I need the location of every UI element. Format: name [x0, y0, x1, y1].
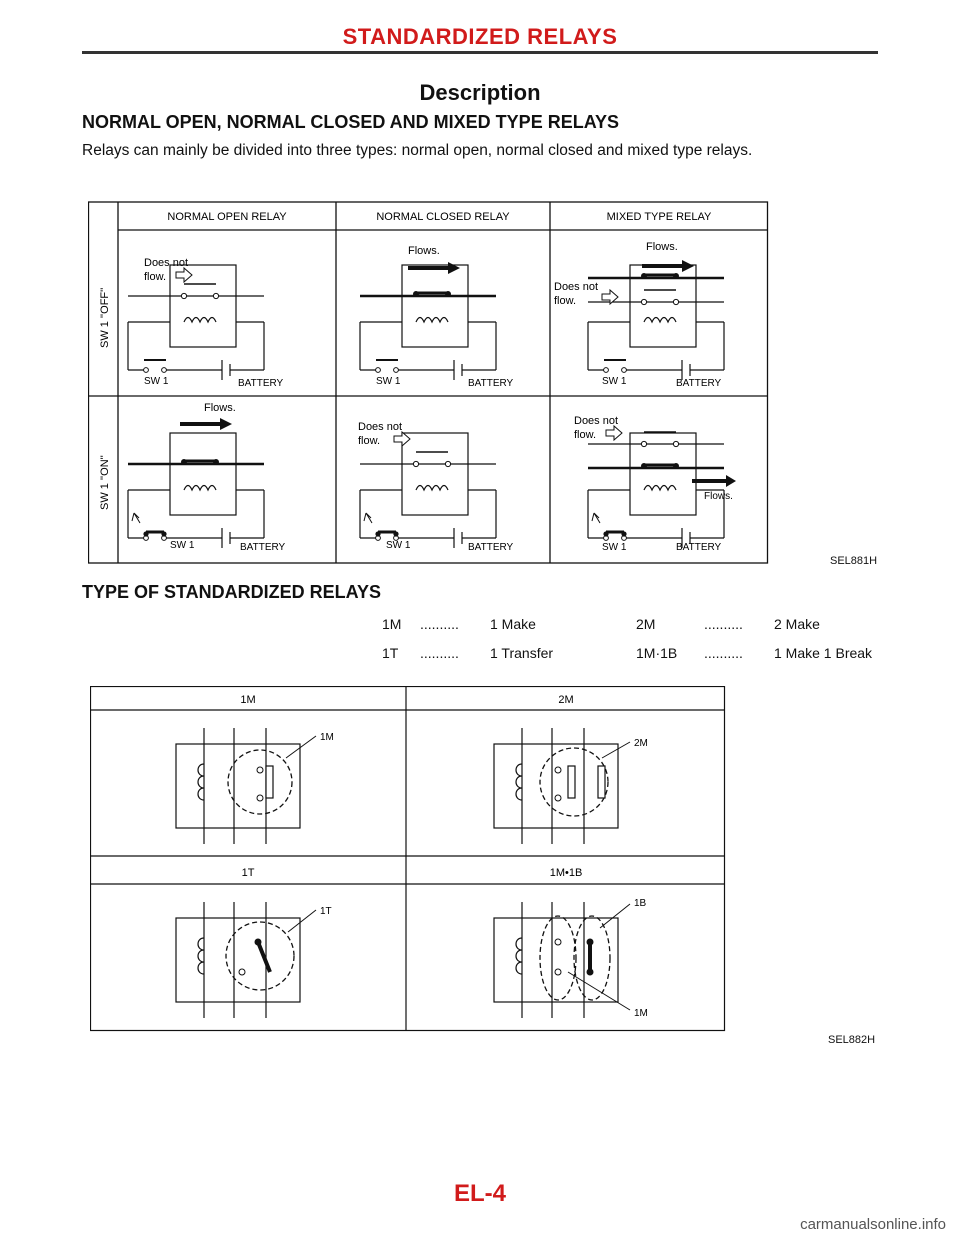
cell-1m1b: 1M•1B: [549, 867, 583, 879]
type-dots: ..........: [420, 616, 459, 632]
r2c1-flows: Flows.: [204, 402, 236, 414]
type-code: 1T: [382, 645, 399, 661]
type-code: 1M: [382, 616, 402, 632]
col-normal-open: NORMAL OPEN RELAY: [167, 211, 287, 223]
row-sw-off: SW 1 ''OFF'': [99, 287, 111, 348]
header-rule: [82, 51, 878, 54]
r1c2-battery: BATTERY: [468, 378, 514, 389]
type-desc: 1 Make 1 Break: [774, 645, 873, 661]
callout-1b: 1B: [634, 898, 647, 909]
figure1-code: SEL881H: [830, 555, 878, 567]
cell-2m: 2M: [558, 694, 574, 706]
callout-1m-b: 1M: [634, 1008, 648, 1019]
section2-heading: TYPE OF STANDARDIZED RELAYS: [82, 582, 382, 602]
r2c3-sw: SW 1: [602, 542, 627, 553]
r1c2-flows: Flows.: [408, 245, 440, 257]
r2c3-flows: Flows.: [704, 491, 733, 502]
r2c3-flow: flow.: [574, 429, 597, 441]
type-dots: ..........: [420, 645, 459, 661]
col-normal-closed: NORMAL CLOSED RELAY: [376, 211, 510, 223]
r2c1-sw: SW 1: [170, 540, 195, 551]
type-dots: ..........: [704, 645, 743, 661]
r1c3-flow: flow.: [554, 295, 577, 307]
type-code: 2M: [636, 616, 656, 632]
header-title: STANDARDIZED RELAYS: [342, 24, 618, 49]
r1c3-sw: SW 1: [602, 376, 627, 387]
r2c3-battery: BATTERY: [676, 542, 722, 553]
section1-heading: NORMAL OPEN, NORMAL CLOSED AND MIXED TYPE RELAYS: [82, 112, 620, 132]
description-title: Description: [419, 80, 541, 105]
r2c2-does-not: Does not: [358, 421, 403, 433]
figure2-code: SEL882H: [828, 1034, 876, 1046]
section1-text: Relays can mainly be divided into three types: normal open, normal closed and mixed type relays.: [82, 142, 753, 159]
r1c1-flow: flow.: [144, 271, 167, 283]
type-code: 1M·1B: [636, 645, 678, 661]
callout-1m: 1M: [320, 732, 334, 743]
row-sw-on: SW 1 ''ON'': [99, 455, 111, 510]
r1c3-flows: Flows.: [646, 241, 678, 253]
type-desc: 1 Make: [490, 616, 536, 632]
watermark[interactable]: carmanualsonline.info: [800, 1216, 946, 1233]
r1c3-battery: BATTERY: [676, 378, 722, 389]
callout-2m: 2M: [634, 738, 648, 749]
type-dots: ..........: [704, 616, 743, 632]
r2c3-does-not: Does not: [574, 415, 619, 427]
r2c1-battery: BATTERY: [240, 542, 286, 553]
r1c3-does-not: Does not: [554, 281, 599, 293]
cell-1t: 1T: [241, 867, 255, 879]
r2c2-flow: flow.: [358, 435, 381, 447]
r2c2-battery: BATTERY: [468, 542, 514, 553]
r1c2-sw: SW 1: [376, 376, 401, 387]
relay-types-figure: [88, 200, 770, 566]
page-number: EL-4: [453, 1180, 506, 1207]
r1c1-battery: BATTERY: [238, 378, 284, 389]
col-mixed-type: MIXED TYPE RELAY: [606, 211, 712, 223]
r1c1-sw: SW 1: [144, 376, 169, 387]
callout-1t: 1T: [320, 906, 332, 917]
cell-1m: 1M: [240, 694, 256, 706]
type-desc: 2 Make: [774, 616, 820, 632]
relay-symbols-figure: [90, 686, 726, 1032]
r2c2-sw: SW 1: [386, 540, 411, 551]
r1c1-does-not: Does not: [144, 257, 189, 269]
type-desc: 1 Transfer: [490, 645, 554, 661]
